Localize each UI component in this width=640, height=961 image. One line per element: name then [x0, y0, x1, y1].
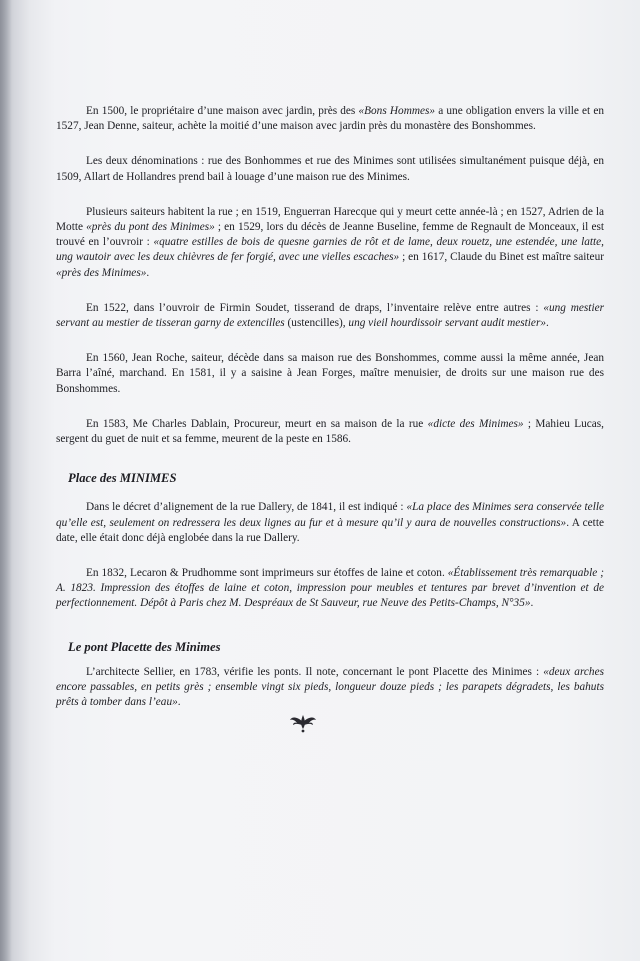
binding-shadow	[0, 0, 12, 961]
quoted-text: , ung vieil hourdissoir servant audit mestier»	[342, 317, 546, 330]
text-run: .	[146, 266, 150, 279]
text-run: En 1583, Me Charles Dablain, Procureur, meurt en sa maison de la rue	[86, 417, 428, 430]
section-place	[56, 500, 604, 611]
paragraph	[56, 301, 604, 331]
text-run: .	[546, 317, 549, 330]
text-run: En 1522, dans l’ouvroir de Firmin Soudet, tisserand de draps, l’inventaire relève entre autres :	[86, 301, 544, 314]
quoted-text: «Établissement très remarquable ; A. 1823. Impression des étoffes de laine et coton, impression pour meubles et tentures par brevet d’invention et de perfectionnement. Dépôt à Paris chez M. Despréaux de St Sauveur, rue Neuve des Petits-Champs, N°35»	[56, 567, 604, 610]
text-run: ; en 1617, Claude du Binet est maître saiteur	[399, 251, 604, 264]
text-run: En 1832, Lecaron & Prudhomme sont imprimeurs sur étoffes de laine et coton.	[86, 567, 448, 580]
section-pont	[56, 665, 604, 711]
paragraph	[56, 205, 604, 281]
text-run: En 1500, le propriétaire d’une maison avec jardin, près des	[86, 105, 359, 117]
heading-place-des-minimes: Place des MINIMES	[68, 471, 177, 486]
heading-pont-placette: Le pont Placette des Minimes	[68, 639, 221, 654]
quoted-text: «Bons Hommes»	[358, 105, 436, 117]
document-body	[56, 104, 604, 730]
fleuron-icon	[283, 711, 323, 733]
text-run: ; en 1529, lors du décès de Jeanne Buseline, femme de Regnault de Monceaux, il est trouvé en l’ouvroir :	[56, 221, 604, 249]
paragraph	[56, 566, 604, 612]
quoted-text: «La place des Minimes sera conservée telle qu’elle est, seulement on redressera les deux lignes au fur et à mesure qu’il y aura de nouvelles constructions»	[56, 501, 604, 529]
paragraph	[56, 417, 604, 447]
quoted-text: «près des Minimes»	[56, 266, 147, 279]
text-run: (ustencilles)	[284, 317, 343, 330]
quoted-text: «quatre estilles de bois de quesne garnies de rôt et de lame, deux rouetz, une estendée, une latte, ung wautoir avec les deux chièvres de fer forgié, avec une vielles escaches»	[56, 236, 604, 264]
text-run: . A cette date, elle était donc déjà englobée dans la rue Dallery.	[56, 516, 604, 544]
quoted-text: «près du pont des Minimes»	[86, 221, 215, 234]
text-run: .	[530, 597, 534, 610]
paragraph	[56, 351, 604, 397]
text-run: a une obligation envers la ville et en 1527, Jean Denne, saiteur, achète la moitié d’une maison avec jardin près du monastère des Bonshommes.	[56, 105, 605, 133]
paragraph	[56, 665, 604, 711]
paragraph	[56, 500, 604, 546]
paragraph	[56, 154, 604, 184]
text-run: Dans le décret d’alignement de la rue Dallery, de 1841, il est indiqué :	[86, 501, 407, 514]
text-run: .	[177, 696, 181, 709]
text-run: Plusieurs saiteurs habitent la rue ; en 1519, Enguerran Harecque qui y meurt cette année-là ; en 1527, Adrien de la Motte	[56, 205, 604, 234]
quoted-text: «dicte des Minimes»	[427, 417, 524, 430]
text-run: Les deux dénominations : rue des Bonhommes et rue des Minimes sont utilisées simultanément puisque déjà, en 1509, Allart de Hollandres prend bail à louage d’une maison rue des Minimes.	[56, 155, 604, 183]
paragraph	[56, 104, 604, 134]
text-run: L’architecte Sellier, en 1783, vérifie les ponts. Il note, concernant le pont Placette des Minimes :	[86, 665, 544, 678]
text-run: ; Mahieu Lucas, sergent du guet de nuit et sa femme, meurent de la peste en 1586.	[56, 417, 605, 446]
quoted-text: «ung mestier servant au mestier de tisseran garny de extencilles	[56, 301, 604, 330]
section-rue	[56, 104, 604, 447]
quoted-text: «deux arches encore passables, en petits grès ; ensemble vingt six pieds, longueur douze pieds ; les parapets dégradets, les bahuts prêts à tomber dans l’eau»	[56, 665, 604, 709]
text-run: En 1560, Jean Roche, saiteur, décède dans sa maison rue des Bonshommes, comme aussi la même année, Jean Barra l’aîné, marchand. En 1581, il y a saisine à Jean Forges, maître menuisier, de droits sur une maison rue des Bonshommes.	[56, 352, 604, 395]
